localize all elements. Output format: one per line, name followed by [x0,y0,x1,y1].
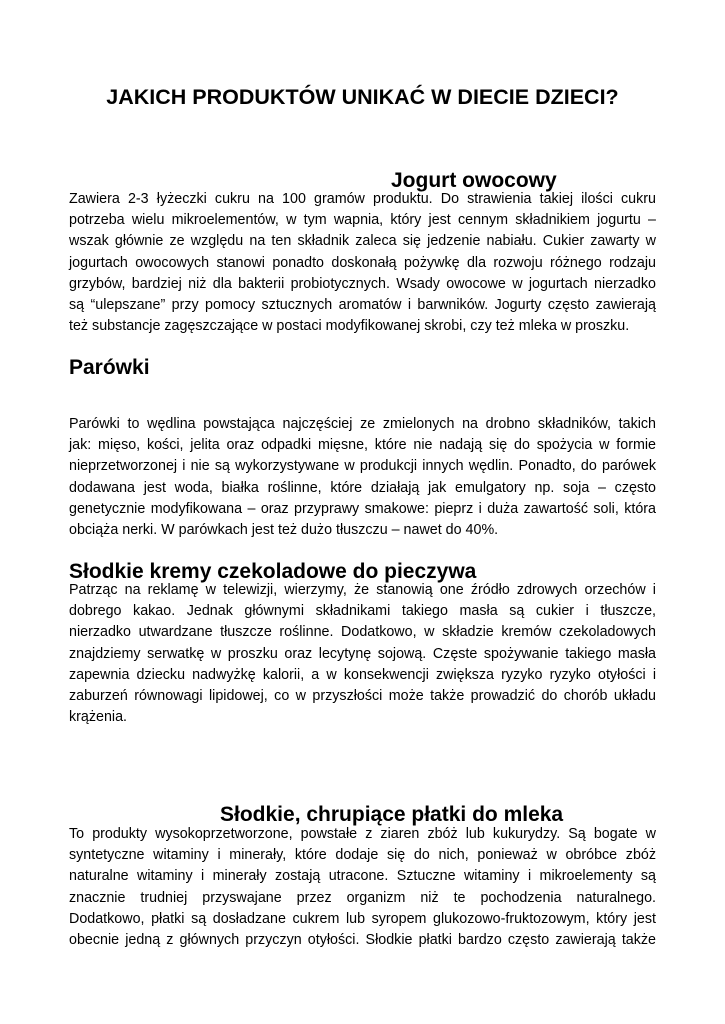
paragraph-line: wszak głównie ze względu na ten składnik zaleca się jedzenie nabiału. Cukier zawarty w [69,233,656,250]
paragraph-line: znajdziemy serwatkę w proszku oraz lecytynę sojową. Częste spożywanie takiego masła [69,645,656,662]
section-paragraph-parowki [69,414,656,541]
paragraph-line: Parówki to wędlina powstająca najczęściej ze zmielonych na drobno składników, takich [69,416,656,432]
section-paragraph-jogurt [69,189,656,337]
section-paragraph-platki [69,824,656,951]
paragraph-line: krążenia. [69,709,128,726]
paragraph-line: zapewnia dziecku nadwyżkę kalorii, a w konsekwencji zwiększa ryzyko ryzyko otyłości i [69,666,656,683]
paragraph-line: naturalne witaminy i minerały zostają utracone. Sztuczne witaminy i mikroelementy są [69,868,656,885]
paragraph-line: jak: mięso, kości, jelita oraz odpadki mięsne, które nie nadają się do spożycia w formie [69,437,656,454]
section-heading-parowki: Parówki [69,356,150,379]
paragraph-line: dobrego kakao. Jednak głównymi składnikami takiego masła są cukier i tłuszcze, [69,603,656,620]
paragraph-line: To produkty wysokoprzetworzone, powstałe z ziaren zbóż lub kukurydzy. Są bogate w [69,826,656,842]
paragraph-line: znacznie trudniej przyswajane przez organizm niż te pochodzenia naturalnego. [69,889,656,906]
paragraph-line: genetycznie modyfikowana – oraz przyprawy smakowe: pieprz i duża zawartość soli, która [69,500,656,517]
paragraph-line: Dodatkowo, płatki są dosładzane cukrem lub syropem glukozowo-fruktozowym, który jest [69,910,656,927]
paragraph-line: dodawana jest woda, białka roślinne, które działają jak emulgatory np. soja – często [69,479,656,496]
paragraph-line: Zawiera 2-3 łyżeczki cukru na 100 gramów produktu. Do strawienia takiej ilości cukru [69,191,656,207]
paragraph-line: nieprzetworzonej i nie są wykorzystywane w produkcji innych wędlin. Ponadto, do parówek [69,458,656,475]
page-title: JAKICH PRODUKTÓW UNIKAĆ W DIECIE DZIECI? [106,85,619,109]
paragraph-line: obciąża nerki. W parówkach jest też dużo tłuszczu – nawet do 40%. [69,521,499,538]
paragraph-line: nierzadko utwardzane tłuszcze roślinne. Dodatkowo, w składzie kremów czekoladowych [69,624,656,641]
paragraph-line: syntetyczne witaminy i minerały, które dodaje się do nich, ponieważ w obróbce zbóż [69,847,656,864]
paragraph-line: jogurtach owocowych stanowi ponadto doskonałą pożywkę dla rozwoju różnego rodzaju [69,254,656,271]
section-heading-kremy: Słodkie kremy czekoladowe do pieczywa [69,560,477,583]
paragraph-line: zaburzeń równowagi lipidowej, co w przyszłości może także prowadzić do chorób układu [69,687,656,704]
paragraph-line: grzybów, bardziej niż dla bakterii probiotycznych. Wsady owocowe w jogurtach nierzadko [69,275,656,292]
paragraph-line: obecnie jedną z głównych przyczyn otyłości. Słodkie płatki bardzo często zawierają także [69,931,656,948]
section-heading-jogurt: Jogurt owocowy [391,169,557,192]
paragraph-line: są “ulepszane” przy pomocy sztucznych aromatów i barwników. Jogurty często zawierają [69,296,656,313]
paragraph-line: potrzeba wielu mikroelementów, w tym wapnia, który jest cennym składnikiem jogurtu – [69,212,656,229]
section-paragraph-kremy [69,580,656,728]
paragraph-line: też substancje zagęszczające w postaci modyfikowanej skrobi, czy też mleka w proszku. [69,318,630,335]
section-heading-platki: Słodkie, chrupiące płatki do mleka [220,803,564,826]
paragraph-line: Patrząc na reklamę w telewizji, wierzymy, że stanowią one źródło zdrowych orzechów i [69,582,656,598]
